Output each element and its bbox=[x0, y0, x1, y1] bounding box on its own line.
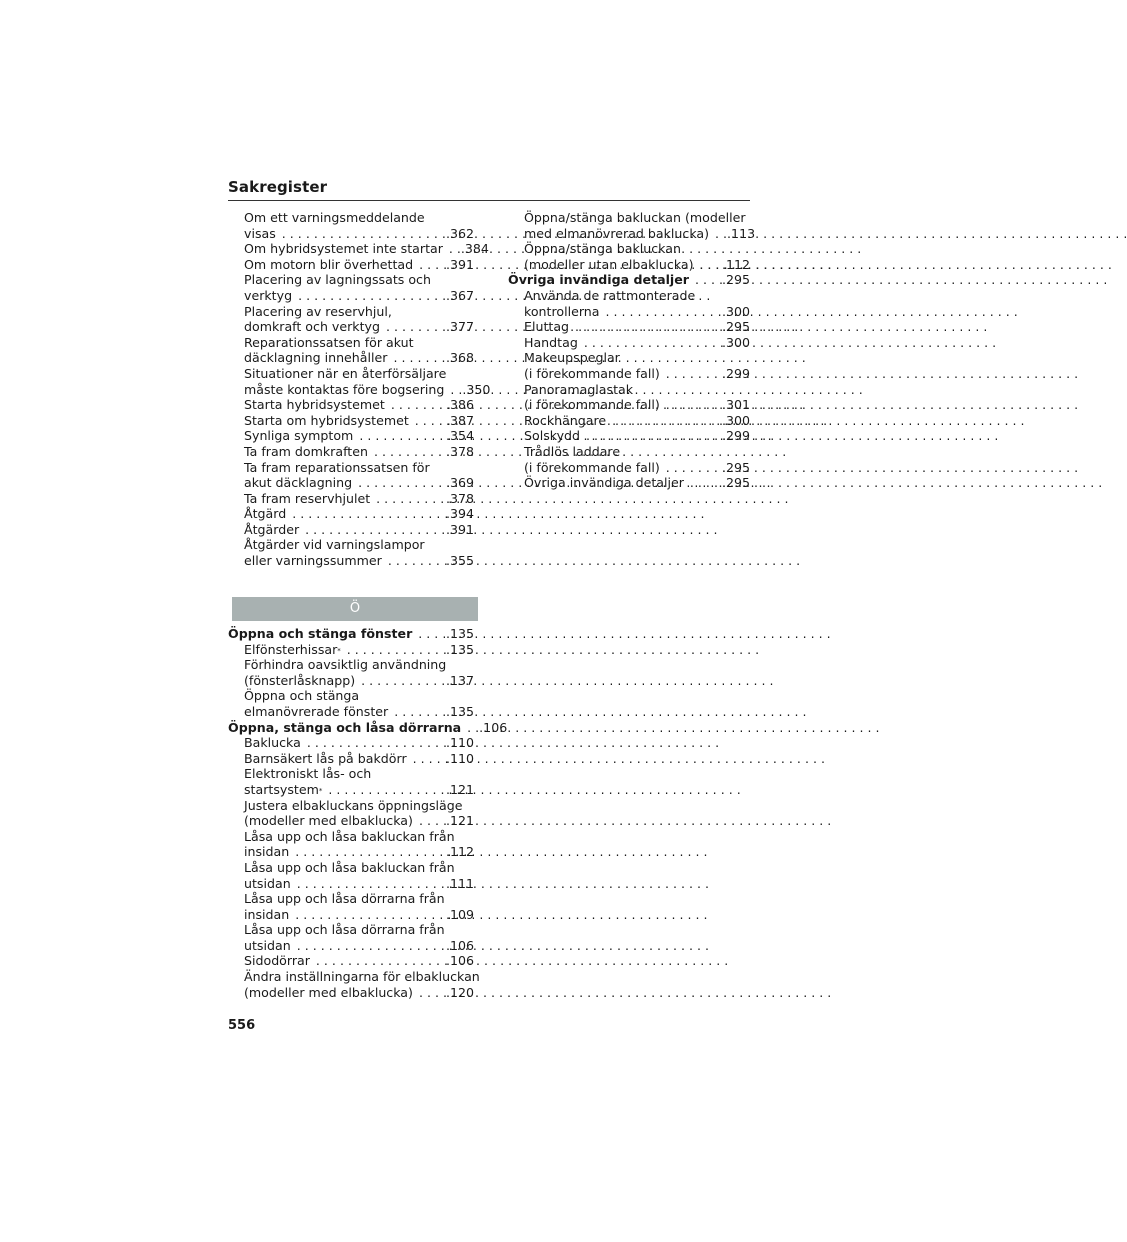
index-entry-page: .378 bbox=[445, 490, 474, 506]
index-entry-text: Starta om hybridsystemet bbox=[244, 412, 409, 428]
index-entry-page: .112 bbox=[721, 256, 750, 272]
index-entry-page: .369 bbox=[445, 475, 474, 491]
index-entry bbox=[508, 397, 750, 413]
index-entry-page: .391 bbox=[445, 521, 474, 537]
index-entry bbox=[228, 657, 474, 673]
index-column-left-upper bbox=[228, 210, 491, 569]
index-entry-page: .295 bbox=[721, 272, 750, 288]
index-entry bbox=[508, 475, 750, 491]
index-entry bbox=[508, 225, 756, 242]
index-entry-text: Ta fram reparationssatsen för bbox=[244, 459, 430, 475]
index-entry bbox=[508, 257, 750, 273]
section-letter: Ö bbox=[349, 601, 361, 616]
index-entry bbox=[228, 491, 474, 507]
index-entry bbox=[228, 813, 474, 829]
index-entry-text: Om ett varningsmeddelande bbox=[244, 210, 425, 225]
index-entry-text: (fönsterlåsknapp) bbox=[244, 672, 356, 688]
index-entry bbox=[508, 428, 750, 444]
dot-leader bbox=[461, 720, 477, 736]
dot-leader bbox=[388, 704, 444, 720]
index-entry-page: .135 bbox=[445, 626, 474, 641]
index-entry-text: Öppna och stänga fönster bbox=[228, 626, 413, 641]
index-entry-text: Låsa upp och låsa dörrarna från bbox=[244, 922, 445, 938]
index-entry-page: .121 bbox=[445, 781, 474, 797]
index-entry bbox=[228, 272, 474, 288]
dot-leader bbox=[368, 444, 444, 460]
index-entry bbox=[228, 953, 474, 969]
index-entry bbox=[228, 397, 474, 413]
index-entry-text: Öppna/stänga bakluckan (modeller bbox=[524, 210, 746, 225]
index-entry-page: .135 bbox=[445, 641, 474, 657]
dot-leader bbox=[409, 413, 444, 429]
index-entry bbox=[228, 876, 474, 892]
index-entry-text: Eluttag bbox=[524, 319, 570, 335]
dot-leader bbox=[412, 626, 444, 642]
dot-leader bbox=[301, 735, 444, 751]
index-entry bbox=[508, 413, 750, 429]
index-entry-text: Om hybridsystemet inte startar bbox=[244, 241, 443, 257]
index-entry-text: akut däcklagning bbox=[244, 475, 353, 491]
index-entry-page: .295 bbox=[721, 319, 750, 335]
dot-leader bbox=[413, 257, 444, 273]
index-entry-text: Baklucka bbox=[244, 735, 301, 751]
index-entry-text: Makeupspeglar bbox=[524, 350, 620, 366]
index-entry-page: .295 bbox=[721, 459, 750, 475]
index-entry bbox=[508, 460, 750, 476]
index-entry-text: Reparationssatsen för akut bbox=[244, 334, 414, 350]
index-entry bbox=[228, 922, 474, 938]
index-entry-text: måste kontaktas före bogsering bbox=[244, 381, 445, 397]
index-entry-text: Åtgärder vid varningslampor bbox=[244, 537, 425, 553]
index-entry-page: .113 bbox=[727, 225, 756, 241]
dot-leader bbox=[694, 257, 720, 273]
index-entry-text: Ta fram reservhjulet bbox=[244, 490, 371, 506]
dot-leader bbox=[580, 428, 720, 444]
index-entry-page: .300 bbox=[721, 334, 750, 350]
index-entry bbox=[228, 381, 491, 398]
index-entry-page: .110 bbox=[445, 735, 474, 751]
index-entry-text: Övriga invändiga detaljer bbox=[508, 272, 689, 288]
index-entry bbox=[508, 335, 750, 351]
dot-leader bbox=[370, 491, 444, 507]
index-entry-heading bbox=[508, 272, 750, 288]
index-entry bbox=[228, 475, 474, 491]
index-entry bbox=[228, 907, 474, 923]
dot-leader bbox=[382, 553, 444, 569]
index-entry-text: Åtgärder bbox=[244, 521, 300, 537]
index-entry-text: (modeller utan elbaklucka) bbox=[524, 256, 694, 272]
index-entry bbox=[228, 766, 474, 782]
index-entry bbox=[508, 382, 750, 398]
dot-leader bbox=[413, 985, 444, 1001]
index-entry bbox=[228, 226, 474, 242]
dot-leader bbox=[660, 397, 720, 413]
index-column-right bbox=[508, 210, 756, 491]
footnote-marker: * bbox=[318, 786, 323, 795]
index-entry-text: utsidan bbox=[244, 875, 291, 891]
dot-leader bbox=[289, 907, 444, 923]
dot-leader bbox=[385, 397, 444, 413]
index-entry-page: .111 bbox=[445, 875, 474, 891]
index-entry-page: .121 bbox=[445, 813, 474, 829]
index-entry-page: .295 bbox=[721, 475, 750, 491]
index-entry-page: .110 bbox=[445, 750, 474, 766]
index-entry-text: Låsa upp och låsa dörrarna från bbox=[244, 891, 445, 907]
dot-leader bbox=[352, 475, 444, 491]
index-entry-heading bbox=[228, 719, 508, 736]
index-entry-text: eller varningssummer bbox=[244, 553, 382, 569]
dot-leader bbox=[291, 876, 444, 892]
dot-leader bbox=[660, 366, 720, 382]
index-entry-page: .355 bbox=[445, 553, 474, 569]
index-entry-heading bbox=[228, 626, 474, 642]
index-entry-text: elmanövrerade fönster bbox=[244, 703, 389, 719]
dot-leader bbox=[660, 460, 720, 476]
index-entry bbox=[228, 319, 474, 335]
index-entry-text: kontrollerna bbox=[524, 303, 600, 319]
dot-leader bbox=[413, 813, 444, 829]
index-entry-text: startsystem bbox=[244, 781, 319, 797]
index-entry-text: Starta hybridsystemet bbox=[244, 397, 385, 413]
index-entry bbox=[228, 751, 474, 767]
index-entry bbox=[228, 844, 474, 860]
index-entry-text: insidan bbox=[244, 906, 290, 922]
index-entry-text: Låsa upp och låsa bakluckan från bbox=[244, 859, 455, 875]
index-entry-text: Situationer när en återförsäljare bbox=[244, 365, 447, 381]
index-entry bbox=[228, 288, 474, 304]
index-entry-text: verktyg bbox=[244, 287, 293, 303]
index-entry-page: .378 bbox=[445, 443, 474, 459]
dot-leader bbox=[286, 506, 444, 522]
index-entry-text: Justera elbakluckans öppningsläge bbox=[244, 797, 463, 813]
index-entry bbox=[508, 350, 750, 366]
index-entry bbox=[228, 522, 474, 538]
dot-leader bbox=[322, 782, 444, 798]
index-entry-text: Sidodörrar bbox=[244, 953, 310, 969]
index-entry bbox=[228, 829, 474, 845]
page-header bbox=[228, 178, 750, 201]
index-entry bbox=[228, 366, 474, 382]
dot-leader bbox=[407, 751, 444, 767]
dot-leader bbox=[444, 382, 460, 398]
index-entry-text: visas bbox=[244, 225, 276, 241]
index-entry-text: Om motorn blir överhettad bbox=[244, 256, 414, 272]
index-entry-text: Synliga symptom bbox=[244, 428, 354, 444]
index-entry bbox=[228, 985, 474, 1001]
index-entry-text: domkraft och verktyg bbox=[244, 319, 380, 335]
index-entry-text: (i förekommande fall) bbox=[524, 397, 660, 413]
index-entry-text: Öppna/stänga bakluckan bbox=[524, 241, 681, 257]
index-entry-page: .299 bbox=[721, 428, 750, 444]
index-entry-text: (i förekommande fall) bbox=[524, 365, 660, 381]
index-entry-text: Låsa upp och låsa bakluckan från bbox=[244, 828, 455, 844]
index-entry-text: Barnsäkert lås på bakdörr bbox=[244, 750, 407, 766]
index-entry bbox=[228, 210, 474, 226]
index-entry bbox=[228, 938, 474, 954]
index-entry-page: .109 bbox=[445, 906, 474, 922]
dot-leader bbox=[684, 475, 720, 491]
dot-leader bbox=[353, 428, 444, 444]
index-entry bbox=[228, 257, 474, 273]
index-entry-text: Övriga invändiga detaljer bbox=[524, 475, 684, 491]
index-entry-text: Solskydd bbox=[524, 428, 581, 444]
dot-leader bbox=[341, 642, 444, 658]
index-entry-page: .106 bbox=[445, 953, 474, 969]
index-entry-text: Förhindra oavsiktlig användning bbox=[244, 657, 447, 673]
dot-leader bbox=[292, 288, 444, 304]
dot-leader bbox=[355, 673, 444, 689]
index-entry bbox=[228, 891, 474, 907]
index-entry-page: .106 bbox=[445, 937, 474, 953]
index-entry bbox=[228, 553, 474, 569]
index-entry bbox=[508, 444, 750, 460]
index-entry-page: .301 bbox=[721, 397, 750, 413]
index-entry-text: Åtgärd bbox=[244, 506, 287, 522]
index-entry-text: Använda de rattmonterade bbox=[524, 287, 696, 303]
dot-leader bbox=[578, 335, 720, 351]
index-entry bbox=[228, 704, 474, 720]
index-entry-text: (i förekommande fall) bbox=[524, 459, 660, 475]
section-letter-bar bbox=[232, 597, 478, 621]
dot-leader bbox=[299, 522, 444, 538]
index-entry-text: Handtag bbox=[524, 334, 578, 350]
index-entry bbox=[508, 241, 750, 257]
index-entry-text: Elektroniskt lås- och bbox=[244, 766, 372, 782]
index-entry bbox=[228, 444, 474, 460]
index-entry bbox=[228, 798, 474, 814]
index-entry-page: .387 bbox=[445, 412, 474, 428]
index-entry-text: (modeller med elbaklucka) bbox=[244, 813, 413, 829]
index-column-left-lower bbox=[228, 626, 508, 1000]
dot-leader bbox=[606, 413, 720, 429]
index-entry-page: .391 bbox=[445, 256, 474, 272]
index-entry-page: .377 bbox=[445, 319, 474, 335]
index-entry bbox=[228, 506, 474, 522]
index-entry-text: med elmanövrerad baklucka) bbox=[524, 225, 710, 241]
footnote-marker: * bbox=[337, 646, 341, 655]
index-entry-text: Ändra inställningarna för elbakluckan bbox=[244, 969, 480, 985]
index-entry-page: .367 bbox=[445, 287, 474, 303]
index-entry bbox=[508, 366, 750, 382]
index-entry-text: Panoramaglastak bbox=[524, 381, 634, 397]
index-entry-page: .350 bbox=[462, 381, 491, 397]
index-entry bbox=[228, 335, 474, 351]
index-entry-page: .112 bbox=[445, 844, 474, 860]
index-entry-text: Öppna och stänga bbox=[244, 688, 360, 704]
dot-leader bbox=[709, 226, 725, 242]
index-entry bbox=[508, 288, 750, 304]
index-entry bbox=[228, 241, 489, 257]
index-entry-text: insidan bbox=[244, 844, 290, 860]
index-entry-text: Placering av reservhjul, bbox=[244, 303, 392, 319]
index-entry bbox=[228, 350, 474, 366]
index-entry bbox=[508, 210, 750, 226]
index-entry bbox=[228, 860, 474, 876]
index-entry-text: Elfönsterhissar bbox=[244, 641, 338, 657]
index-entry-text: Öppna, stänga och låsa dörrarna bbox=[228, 719, 462, 735]
index-entry bbox=[228, 688, 474, 704]
index-entry bbox=[228, 304, 474, 320]
page-title: Sakregister bbox=[228, 178, 328, 196]
index-entry-text: Rockhängare bbox=[524, 412, 607, 428]
dot-leader bbox=[569, 319, 720, 335]
dot-leader bbox=[276, 226, 444, 242]
index-entry bbox=[228, 782, 474, 798]
index-entry-page: .384 bbox=[460, 241, 489, 257]
index-entry-text: (modeller med elbaklucka) bbox=[244, 984, 413, 1000]
index-entry-page: .362 bbox=[445, 225, 474, 241]
dot-leader bbox=[289, 844, 444, 860]
index-entry-page: .394 bbox=[445, 506, 474, 522]
index-entry-page: .300 bbox=[721, 303, 750, 319]
index-entry bbox=[508, 304, 750, 320]
index-entry-text: Placering av lagningssats och bbox=[244, 272, 431, 288]
dot-leader bbox=[443, 241, 459, 257]
index-entry-text: utsidan bbox=[244, 937, 291, 953]
index-entry bbox=[228, 413, 474, 429]
index-entry-page: .300 bbox=[721, 412, 750, 428]
index-entry bbox=[228, 537, 474, 553]
index-entry-text: Ta fram domkraften bbox=[244, 443, 368, 459]
index-entry-page: .368 bbox=[445, 350, 474, 366]
index-entry bbox=[228, 969, 480, 985]
index-entry bbox=[508, 319, 750, 335]
index-entry bbox=[228, 428, 474, 444]
index-entry-page: .354 bbox=[445, 428, 474, 444]
index-entry-text: däcklagning innehåller bbox=[244, 350, 388, 366]
index-entry-text: Trådlös laddare bbox=[524, 443, 621, 459]
index-entry bbox=[228, 673, 474, 689]
index-entry-page: .120 bbox=[445, 984, 474, 1000]
index-entry-page: .137 bbox=[445, 672, 474, 688]
dot-leader bbox=[291, 938, 444, 954]
page-number: 556 bbox=[228, 1018, 256, 1033]
dot-leader bbox=[689, 272, 720, 288]
index-entry-page: .106 bbox=[479, 719, 508, 735]
index-entry-page: .299 bbox=[721, 365, 750, 381]
dot-leader bbox=[380, 319, 444, 335]
dot-leader bbox=[310, 953, 444, 969]
dot-leader bbox=[599, 304, 719, 320]
index-entry-page: .135 bbox=[445, 703, 474, 719]
index-entry bbox=[228, 460, 474, 476]
index-entry bbox=[228, 642, 474, 658]
dot-leader bbox=[387, 350, 444, 366]
index-entry bbox=[228, 735, 474, 751]
index-entry-page: .386 bbox=[445, 397, 474, 413]
